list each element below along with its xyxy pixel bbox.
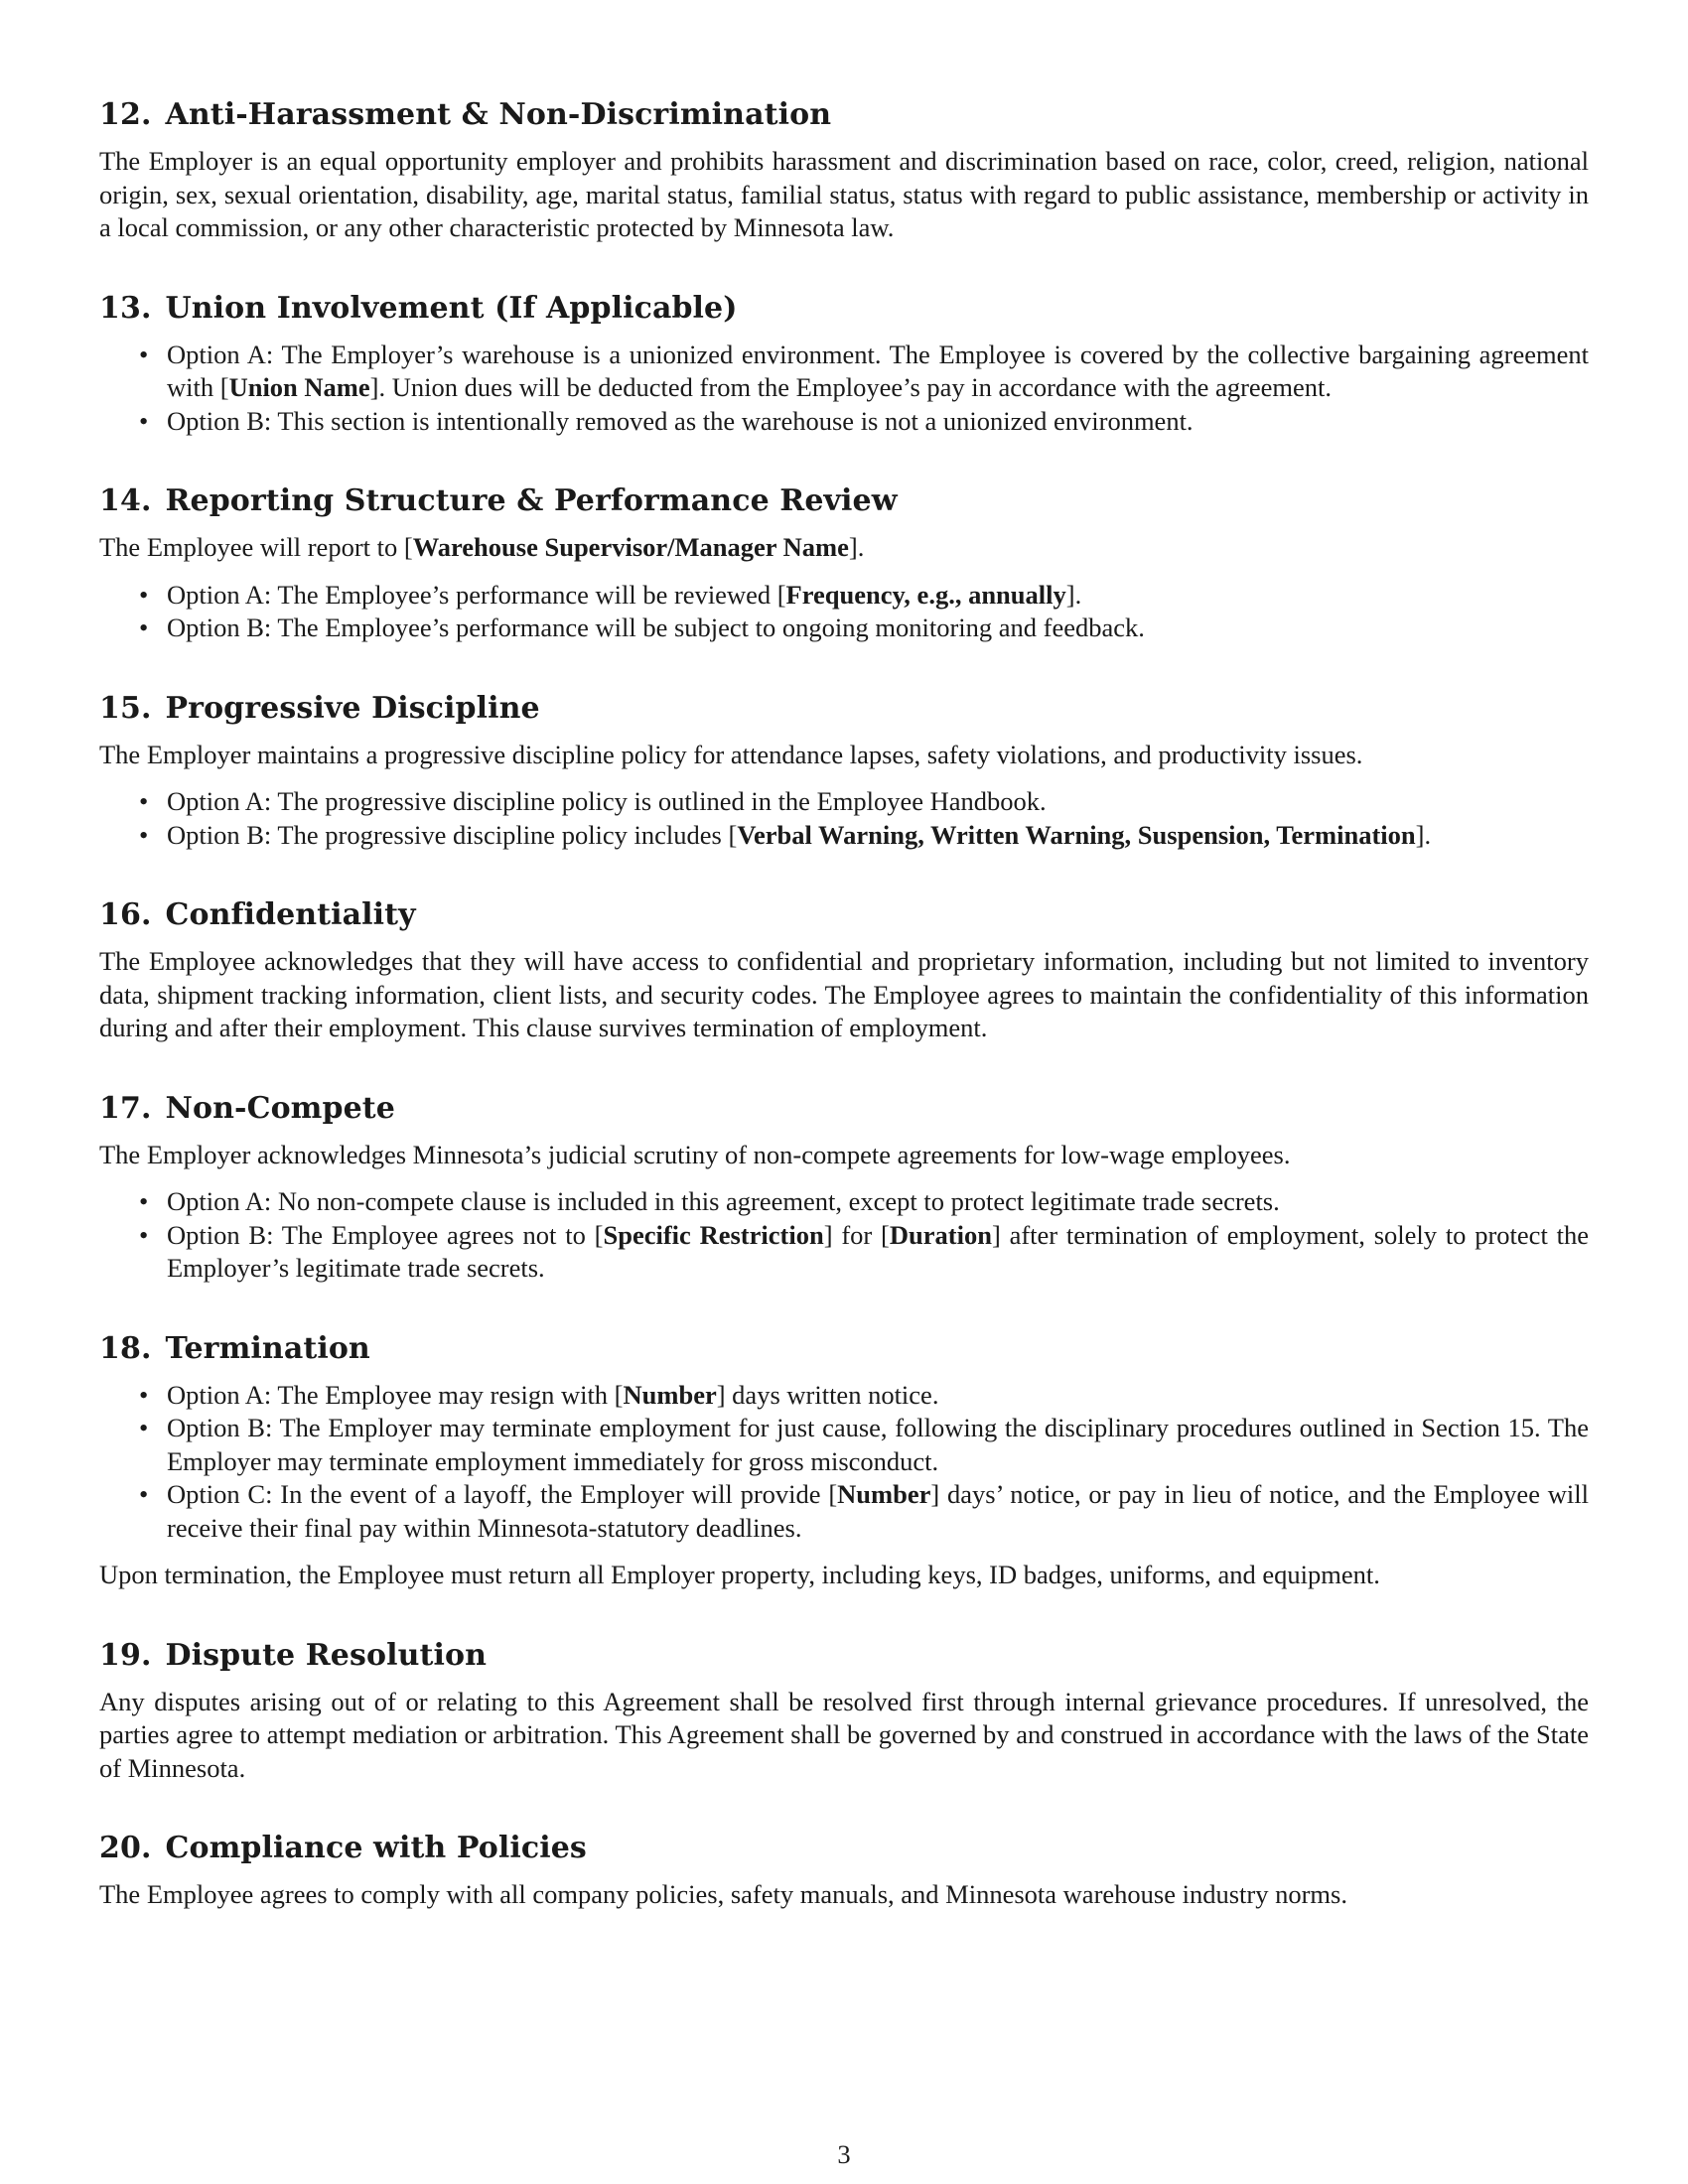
section-heading: 15. Progressive Discipline bbox=[99, 690, 540, 726]
section-body: The Employee agrees to comply with all company policies, safety manuals, and Minnesota warehouse industry norms. bbox=[99, 1879, 1347, 1909]
bullet-icon: • bbox=[139, 1219, 149, 1250]
section-heading: 14. Reporting Structure & Performance Review bbox=[99, 483, 898, 518]
section-body: The Employer is an equal opportunity employer and prohibits harassment and discrimination based on race, color, creed, religion, national origin, sex, sexual orientation, disability, age, marital status, familial status, status with regard to public assistance, membership or activity in a local commission, or any other characteristic protected by Minnesota law. bbox=[99, 146, 1589, 242]
section-body: The Employee will report to [Warehouse Supervisor/Manager Name]. bbox=[99, 532, 865, 562]
section-heading: 18. Termination bbox=[99, 1330, 370, 1366]
option-item: • Option A: The progressive discipline policy is outlined in the Employee Handbook. bbox=[99, 785, 1589, 819]
option-item: • Option B: The Employee agrees not to [Specific Restriction] for [Duration] after termination of employment, solely to protect the Employer’s legitimate trade secrets. bbox=[139, 1219, 1589, 1283]
bullet-icon: • bbox=[139, 819, 149, 850]
bullet-icon: • bbox=[139, 579, 149, 610]
section-heading: 13. Union Involvement (If Applicable) bbox=[99, 290, 738, 326]
section-body: Upon termination, the Employee must return all Employer property, including keys, ID badges, uniforms, and equipment. bbox=[99, 1560, 1380, 1589]
options-list bbox=[99, 1379, 1589, 1546]
section-progressive-discipline bbox=[99, 685, 1589, 853]
section-heading: 17. Non-Compete bbox=[99, 1090, 395, 1126]
section-union-involvement bbox=[99, 285, 1589, 439]
option-item: • Option A: The Employer’s warehouse is a unionized environment. The Employee is covered by the collective bargaining agreement with [Union Name]. Union dues will be deducted from the Employee’s pay in accordance with the agreement. bbox=[139, 339, 1589, 402]
section-heading: 16. Confidentiality bbox=[99, 897, 416, 932]
bullet-icon: • bbox=[139, 1479, 149, 1509]
section-body: The Employer maintains a progressive discipline policy for attendance lapses, safety violations, and productivity issues. bbox=[99, 739, 1363, 769]
section-anti-harassment bbox=[99, 91, 1589, 245]
section-termination bbox=[99, 1325, 1589, 1592]
bullet-icon: • bbox=[139, 786, 149, 816]
section-heading: 20. Compliance with Policies bbox=[99, 1831, 587, 1865]
option-item: • Option A: No non-compete clause is included in this agreement, except to protect legitimate trade secrets. bbox=[99, 1185, 1589, 1219]
option-item: • Option A: The Employee’s performance will be reviewed [Frequency, e.g., annually]. bbox=[99, 579, 1589, 613]
section-non-compete bbox=[99, 1085, 1589, 1286]
option-item: • Option B: This section is intentionally removed as the warehouse is not a unionized environment. bbox=[99, 405, 1589, 439]
bullet-icon: • bbox=[139, 1186, 149, 1216]
options-list bbox=[99, 785, 1589, 852]
options-list bbox=[99, 579, 1589, 645]
option-item: • Option B: The progressive discipline policy includes [Verbal Warning, Written Warning, Suspension, Termination]. bbox=[99, 819, 1589, 853]
section-dispute-resolution bbox=[99, 1632, 1589, 1786]
section-body: Any disputes arising out of or relating to this Agreement shall be resolved first through internal grievance procedures. If unresolved, the parties agree to attempt mediation or arbitration. This Agreement shall be governed by and construed in accordance with the laws of the State of Minnesota. bbox=[99, 1686, 1589, 1783]
bullet-icon: • bbox=[139, 405, 149, 436]
option-item: • Option C: In the event of a layoff, the Employer will provide [Number] days’ notice, or pay in lieu of notice, and the Employee will receive their final pay within Minnesota-statutory deadlines. bbox=[139, 1479, 1589, 1543]
section-body: The Employer acknowledges Minnesota’s judicial scrutiny of non-compete agreements for low-wage employees. bbox=[99, 1139, 1291, 1169]
section-confidentiality bbox=[99, 891, 1589, 1045]
options-list bbox=[99, 1185, 1589, 1286]
section-heading: 19. Dispute Resolution bbox=[99, 1637, 487, 1673]
page-number: 3 bbox=[837, 2139, 851, 2169]
section-compliance bbox=[99, 1825, 1589, 1912]
section-heading: 12. Anti-Harassment & Non-Discrimination bbox=[99, 97, 832, 132]
option-item: • Option B: The Employer may terminate employment for just cause, following the disciplinary procedures outlined in Section 15. The Employer may terminate employment immediately for gross misconduct. bbox=[139, 1413, 1589, 1476]
section-reporting-structure bbox=[99, 478, 1589, 645]
bullet-icon: • bbox=[139, 339, 149, 369]
bullet-icon: • bbox=[139, 613, 149, 642]
option-item: • Option B: The Employee’s performance will be subject to ongoing monitoring and feedback. bbox=[99, 612, 1589, 645]
options-list bbox=[99, 339, 1589, 439]
option-item: • Option A: The Employee may resign with [Number] days written notice. bbox=[99, 1379, 1589, 1413]
bullet-icon: • bbox=[139, 1379, 149, 1410]
section-body: The Employee acknowledges that they will have access to confidential and proprietary information, including but not limited to inventory data, shipment tracking information, client lists, and security codes. The Employee agrees to maintain the confidentiality of this information during and after their employment. This clause survives termination of employment. bbox=[99, 946, 1589, 1042]
document-page bbox=[99, 91, 1589, 1926]
bullet-icon: • bbox=[139, 1413, 149, 1442]
